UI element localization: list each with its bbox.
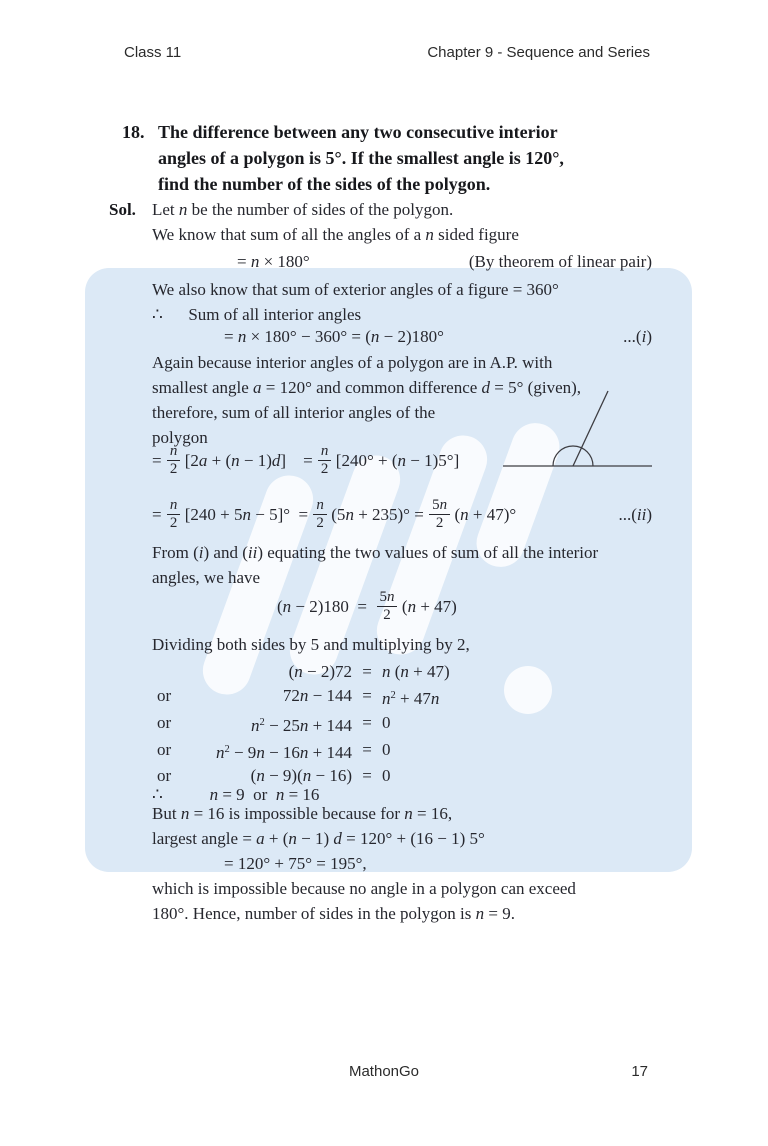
- header-chapter-label: Chapter 9 - Sequence and Series: [427, 44, 650, 61]
- eq-row-5: or (n − 9)(n − 16) = 0: [157, 766, 391, 786]
- page-number: 17: [631, 1063, 648, 1080]
- footer-brand: MathonGo: [348, 1063, 420, 1080]
- fraction: $\frac{5n}{2}$: [429, 497, 450, 531]
- para-from-2: angles, we have: [152, 568, 261, 587]
- sol-line-therefore-sum: ∴ Sum of all interior angles: [152, 305, 362, 324]
- eq-row-4: or $n^2 - 9n - 16n + 144$ = 0: [157, 739, 391, 762]
- eq-row-2: or 72n − 144 = $n^2 + 47n$: [157, 686, 440, 708]
- diagram-ray: [573, 391, 608, 466]
- para-ap-1: Again because interior angles of a polygon are in A.P. with: [152, 353, 553, 372]
- sol-line-let-n: Let n be the number of sides of the polygon.: [152, 200, 454, 219]
- eq-ii: = $\frac{n}{2}$ [240 + 5 n − 5]° = $\frac{n}{2}$ (5 n + 235)° = $\frac{5n}{2}$ ( n + 47)° ...(ii): [152, 496, 652, 531]
- para-ap-3: therefore, sum of all interior angles of the: [152, 403, 436, 422]
- fraction: $\frac{5n}{2}$: [377, 589, 398, 623]
- eq-linear-pair: = n × 180° (By theorem of linear pair): [237, 252, 652, 271]
- solution-block: [109, 197, 652, 926]
- diagram-angle-arc: [553, 446, 593, 466]
- solution-body: [152, 197, 652, 926]
- conclusion-roots: ∴ n = 9 or n = 16: [152, 785, 320, 805]
- question-block: [122, 119, 678, 197]
- para-from-1: From (i) and (ii) equating the two values of sum of all the interior: [152, 543, 599, 562]
- para-impossible: which is impossible because no angle in a polygon can exceed: [152, 879, 576, 899]
- header-class-label: Class 11: [124, 44, 182, 61]
- sol-line-exterior: We also know that sum of exterior angles of a figure = 360°: [152, 280, 559, 299]
- fraction: $\frac{n}{2}$: [167, 443, 180, 477]
- eq-row-3: or $n^2 - 25n + 144$ = 0: [157, 712, 391, 735]
- fraction: $\frac{n}{2}$: [318, 443, 331, 477]
- question-line: angles of a polygon is 5°. If the smallest angle is 120°,: [158, 148, 564, 168]
- para-but: But n = 16 is impossible because for n = 16,: [152, 804, 453, 824]
- fraction: $\frac{n}{2}$: [167, 497, 180, 531]
- angle-diagram: [498, 384, 658, 476]
- para-ap-2: smallest angle a = 120° and common difference d = 5° (given),: [152, 378, 582, 397]
- para-largest-1: largest angle = a + (n − 1) d = 120° + (16 − 1) 5°: [152, 829, 485, 849]
- eq-i: = n × 180° − 360° = ( n − 2)180° ...(i): [224, 327, 652, 346]
- question-line: find the number of the sides of the polygon.: [158, 174, 491, 194]
- eq-sum-formula: = $\frac{n}{2}$ [2 a + ( n − 1) d ] = $\frac{n}{2}$ [240° + ( n − 1)5°]: [152, 442, 460, 477]
- question-text: [158, 119, 678, 197]
- eq-row-1: (n − 2)72 = n (n + 47): [288, 662, 450, 681]
- eq-equate: ( n − 2)180 = $\frac{5n}{2}$ ( n + 47): [277, 588, 457, 623]
- fraction: $\frac{n}{2}$: [313, 497, 326, 531]
- solution-label: Sol.: [109, 200, 136, 219]
- para-ap-4: polygon: [152, 428, 208, 447]
- para-largest-2: = 120° + 75° = 195°,: [224, 854, 367, 874]
- question-number: 18.: [122, 122, 145, 142]
- sol-line-we-know: We know that sum of all the angles of a n sided figure: [152, 225, 519, 244]
- question-line: The difference between any two consecutive interior: [158, 122, 558, 142]
- page-footer: [0, 1063, 768, 1080]
- para-final: 180°. Hence, number of sides in the polygon is n = 9.: [152, 904, 515, 924]
- page-header: [124, 44, 650, 61]
- para-dividing: Dividing both sides by 5 and multiplying by 2,: [152, 635, 470, 654]
